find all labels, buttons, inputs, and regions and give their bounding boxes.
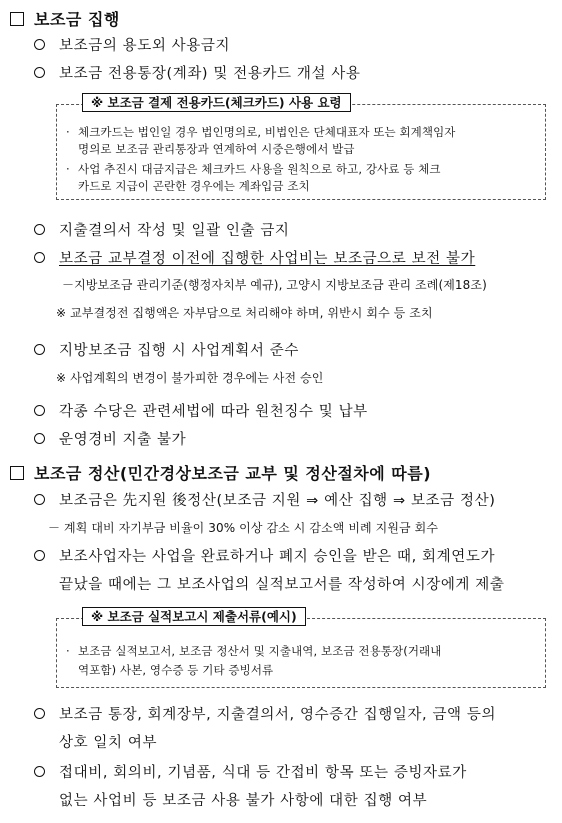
list-item	[34, 428, 186, 449]
square-bullet-icon	[10, 466, 24, 480]
box-line-text: 체크카드는 법인일 경우 법인명의로, 비법인은 단체대표자 또는 회계책임자	[78, 125, 456, 139]
circle-bullet-icon	[34, 344, 45, 355]
item-text: 지출결의서 작성 및 일괄 인출 금지	[59, 223, 290, 239]
circle-bullet-icon	[34, 433, 45, 444]
box-line-text: 카드로 지급이 곤란한 경우에는 계좌입금 조치	[78, 179, 310, 193]
section-heading-execution	[10, 7, 120, 30]
item-text: 보조금 통장, 회계장부, 지출결의서, 영수증간 집행일자, 금액 등의	[59, 707, 497, 723]
box-line-text: 사업 추진시 대금지급은 체크카드 사용을 원칙으로 하고, 강사료 등 체크	[78, 162, 441, 176]
list-item	[34, 400, 368, 421]
list-item-continuation: 상호 일치 여부	[59, 735, 158, 751]
circle-bullet-icon	[34, 39, 45, 50]
box-line	[78, 141, 355, 157]
list-item	[34, 761, 467, 782]
circle-bullet-icon	[34, 224, 45, 235]
item-text: 보조금의 용도외 사용금지	[59, 38, 231, 54]
item-text: 보조사업자는 사업을 완료하거나 폐지 승인을 받은 때, 회계연도가	[59, 549, 496, 565]
list-item	[34, 545, 495, 566]
law-note: －지방보조금 관리기준(행정자치부 예규), 고양시 지방보조금 관리 조례(제18조)	[62, 278, 487, 292]
item-text: 운영경비 지출 불가	[59, 432, 187, 448]
box-line	[78, 662, 273, 678]
item-text: 보조금 전용통장(계좌) 및 전용카드 개설 사용	[59, 66, 361, 82]
circle-bullet-icon	[34, 494, 45, 505]
circle-bullet-icon	[34, 708, 45, 719]
dash-note: － 계획 대비 자기부금 비율이 30% 이상 감소 시 감소액 비례 지원금 회수	[48, 521, 439, 535]
list-item	[34, 62, 360, 83]
box-line: · 사업 추진시 대금지급은 체크카드 사용을 원칙으로 하고, 강사료 등 체크	[66, 162, 441, 176]
note: ※ 사업계획의 변경이 불가피한 경우에는 사전 승인	[56, 371, 324, 385]
card-usage-box-title: ※ 보조금 결제 전용카드(체크카드) 사용 요령	[82, 93, 351, 112]
section-title: 보조금 정산(민간경상보조금 교부 및 정산절차에 따름)	[34, 464, 432, 483]
box-line: · 보조금 실적보고서, 보조금 정산서 및 지출내역, 보조금 전용통장(거래내	[66, 644, 442, 658]
list-item	[34, 489, 495, 510]
circle-bullet-icon	[34, 405, 45, 416]
square-bullet-icon	[10, 12, 24, 26]
box-line-text: 명의로 보조금 관리통장과 연계하여 시중은행에서 발급	[78, 142, 355, 156]
circle-bullet-icon	[34, 67, 45, 78]
item-text: 보조금은 先지원 後정산(보조금 지원 ⇒ 예산 집행 ⇒ 보조금 정산)	[59, 493, 496, 509]
box-line-text: 보조금 실적보고서, 보조금 정산서 및 지출내역, 보조금 전용통장(거래내	[78, 644, 442, 658]
section-title: 보조금 집행	[34, 10, 120, 29]
list-item	[34, 339, 299, 360]
list-item	[34, 34, 230, 55]
item-text: 보조금 교부결정 이전에 집행한 사업비는 보조금으로 보전 불가	[59, 251, 476, 267]
box-line: · 체크카드는 법인일 경우 법인명의로, 비법인은 단체대표자 또는 회계책임자	[66, 125, 456, 139]
item-text: 지방보조금 집행 시 사업계획서 준수	[59, 343, 299, 359]
circle-bullet-icon	[34, 252, 45, 263]
item-text: 각종 수당은 관련세법에 따라 원천징수 및 납부	[59, 404, 368, 420]
note: ※ 교부결정전 집행액은 자부담으로 처리해야 하며, 위반시 회수 등 조치	[56, 306, 433, 320]
item-text: 접대비, 회의비, 기념품, 식대 등 간접비 항목 또는 증빙자료가	[59, 765, 467, 781]
list-item-continuation: 끝났을 때에는 그 보조사업의 실적보고서를 작성하여 시장에게 제출	[59, 577, 505, 593]
list-item	[34, 247, 475, 268]
list-item	[34, 219, 290, 240]
list-item	[34, 703, 496, 724]
circle-bullet-icon	[34, 550, 45, 561]
box-line	[78, 178, 310, 194]
box-line-text: 역포함) 사본, 영수증 등 기타 증빙서류	[78, 663, 274, 677]
section-heading-settlement	[10, 461, 431, 484]
circle-bullet-icon	[34, 766, 45, 777]
list-item-continuation: 없는 사업비 등 보조금 사용 불가 사항에 대한 집행 여부	[59, 793, 428, 809]
report-docs-box-title: ※ 보조금 실적보고시 제출서류(예시)	[82, 607, 306, 626]
